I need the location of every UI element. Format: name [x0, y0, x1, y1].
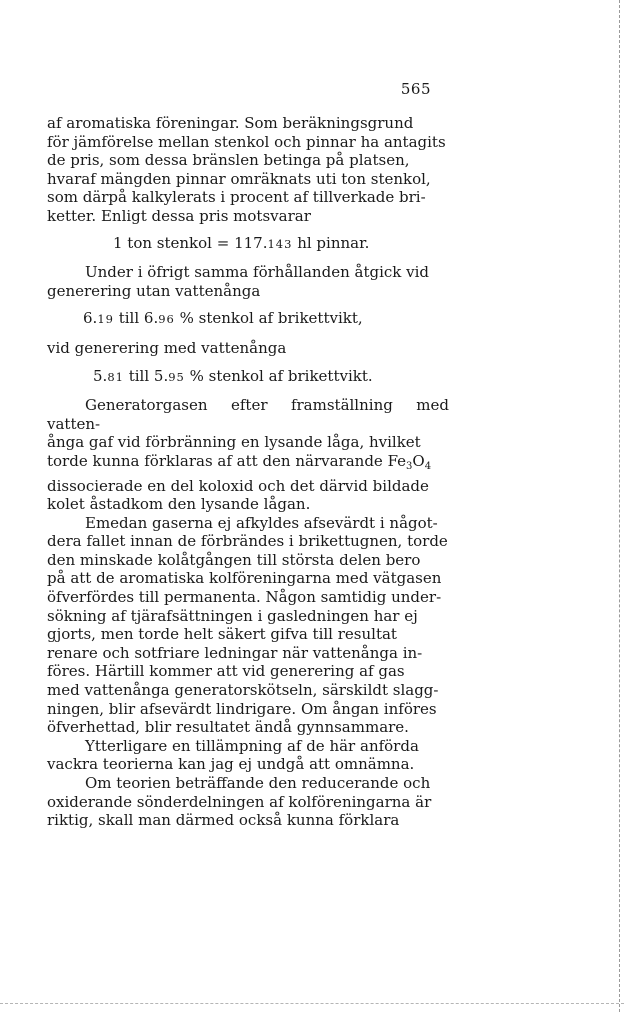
formula-2-a: 6.: [83, 309, 98, 328]
formula-3-a-small: 81: [107, 369, 124, 384]
formula-3-right: % stenkol af brikettvikt.: [184, 366, 373, 385]
formula-1-small: 143: [267, 236, 293, 251]
formula-3-b-small: 95: [168, 369, 185, 384]
paragraph-4-before: Generatorgasen efter framställning med vatten- ånga gaf vid förbränning en lysande låga, hvilket torde kunna förklaras af att den närvarande Fe: [47, 396, 449, 470]
formula-1-right: hl pinnar.: [292, 233, 370, 252]
formula-ton-stenkol: [47, 234, 449, 254]
paragraph-7: Om teorien beträffande den reducerande och oxiderande sönderdelningen af kolföreningarna är riktig, skall man därmed också kunna förklara: [47, 774, 432, 830]
paragraph-2: Under i öfrigt samma förhållanden åtgick vid generering utan vattenånga: [47, 263, 429, 300]
paragraph-4-sub-2: 4: [424, 460, 432, 472]
page-bottom-rule: [0, 1003, 624, 1004]
paragraph-5: Emedan gaserna ej afkyldes afsevärdt i något- dera fallet innan de förbrändes i brikettugnen, torde den minskade kolåtgången till största delen bero på att de aromatiska kolföreningarna med vätgasen öfverfördes till permanenta. Någon samtidig under- sökning af tjärafsättningen i gasledningen har ej gjorts, men torde helt säkert gifva till resultat renare och sotfriare ledningar när vattenånga in- föres. Härtill kommer att vid generering af gas med vattenånga generatorskötseln, särskildt slagg- ningen, blir afsevärdt lindrigare. Om ångan införes öfverhettad, blir resultatet ändå gynnsammare.: [47, 513, 448, 737]
page-edge-rule: [619, 0, 620, 1012]
paragraph-4-sub-1: 3: [406, 460, 413, 472]
formula-2-b-small: 96: [158, 312, 175, 327]
formula-3-a: 5.: [93, 366, 108, 385]
paragraph-4-mid: O: [412, 451, 425, 470]
paragraph-3: vid generering med vattenånga: [47, 338, 287, 357]
formula-3-mid: till 5.: [123, 366, 169, 385]
paragraph-6: Ytterligare en tillämpning af de här anförda vackra teorierna kan jag ej undgå att omnämna.: [47, 736, 419, 774]
page-number: 565: [400, 80, 431, 98]
body-text: [47, 114, 449, 830]
formula-with-steam: [47, 367, 449, 387]
formula-without-steam: [47, 309, 449, 329]
formula-1-left: 1 ton stenkol = 117.: [113, 233, 268, 252]
paragraph-1: af aromatiska föreningar. Som beräkningsgrund för jämförelse mellan stenkol och pinnar ha antagits de pris, som dessa bränslen betinga på platsen, hvaraf mängden pinnar omräknats uti ton stenkol, som därpå kalkylerats i procent af tillverkade bri- ketter. Enligt dessa pris motsvarar: [47, 114, 446, 225]
formula-2-a-small: 19: [97, 312, 114, 327]
paragraph-4-after: dissocierade en del koloxid och det därvid bildade kolet åstadkom den lysande lågan.: [47, 476, 429, 514]
formula-2-right: % stenkol af brikettvikt,: [174, 309, 363, 328]
paragraph-4: [47, 396, 449, 514]
formula-2-mid: till 6.: [113, 309, 159, 328]
